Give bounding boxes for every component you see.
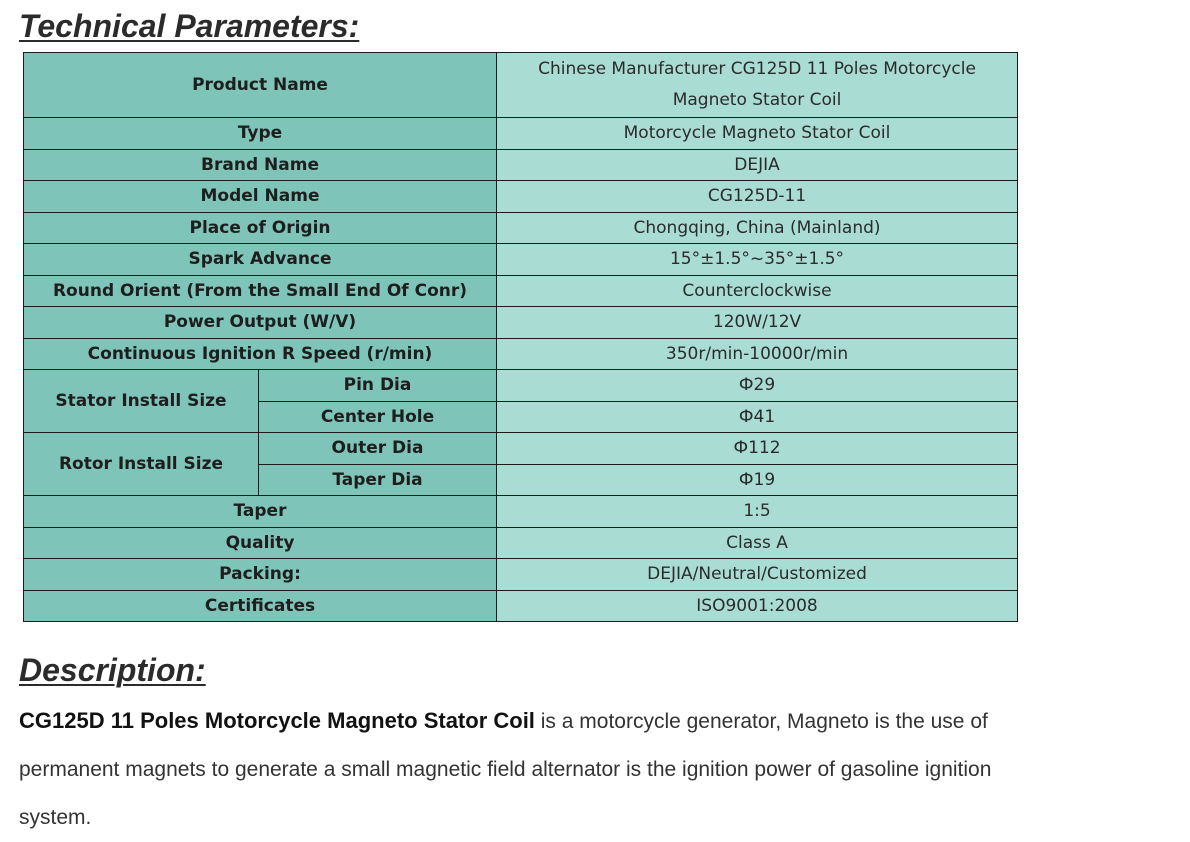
rotor-install-size-label: Rotor Install Size: [24, 433, 259, 496]
table-row: [24, 590, 1018, 622]
description-product-name: CG125D 11 Poles Motorcycle Magneto Stator Coil: [19, 708, 535, 733]
technical-parameters-table: [23, 52, 1018, 622]
spark-advance-value: 15°±1.5°~35°±1.5°: [497, 244, 1018, 276]
center-hole-value: Ф41: [497, 401, 1018, 433]
taper-dia-label: Taper Dia: [259, 464, 497, 496]
power-output-label: Power Output (W/V): [24, 307, 497, 339]
model-name-label: Model Name: [24, 181, 497, 213]
ignition-speed-value: 350r/min-10000r/min: [497, 338, 1018, 370]
packing-label: Packing:: [24, 559, 497, 591]
table-row: [24, 181, 1018, 213]
quality-label: Quality: [24, 527, 497, 559]
center-hole-label: Center Hole: [259, 401, 497, 433]
round-orient-value: Counterclockwise: [497, 275, 1018, 307]
table-row: [24, 370, 1018, 402]
quality-value: Class A: [497, 527, 1018, 559]
taper-dia-value: Ф19: [497, 464, 1018, 496]
power-output-value: 120W/12V: [497, 307, 1018, 339]
description-text: is a motorcycle generator, Magneto is the use of permanent magnets to generate a small magnetic field alternator is the ignition power of gasoline ignition system.: [19, 710, 992, 829]
product-name-label: Product Name: [24, 53, 497, 118]
packing-value: DEJIA/Neutral/Customized: [497, 559, 1018, 591]
spark-advance-label: Spark Advance: [24, 244, 497, 276]
table-row: [24, 433, 1018, 465]
table-row: [24, 527, 1018, 559]
table-row: [24, 496, 1018, 528]
pin-dia-label: Pin Dia: [259, 370, 497, 402]
round-orient-label: Round Orient (From the Small End Of Conr): [24, 275, 497, 307]
table-row: [24, 53, 1018, 118]
outer-dia-label: Outer Dia: [259, 433, 497, 465]
table-row: [24, 275, 1018, 307]
place-of-origin-value: Chongqing, China (Mainland): [497, 212, 1018, 244]
taper-value: 1:5: [497, 496, 1018, 528]
technical-parameters-heading: Technical Parameters:: [19, 8, 360, 44]
pin-dia-value: Ф29: [497, 370, 1018, 402]
product-name-value: Chinese Manufacturer CG125D 11 Poles Motorcycle Magneto Stator Coil: [497, 53, 1018, 118]
type-label: Type: [24, 118, 497, 150]
table-row: [24, 149, 1018, 181]
outer-dia-value: Ф112: [497, 433, 1018, 465]
table-row: [24, 559, 1018, 591]
stator-install-size-label: Stator Install Size: [24, 370, 259, 433]
table-row: [24, 118, 1018, 150]
taper-label: Taper: [24, 496, 497, 528]
table-row: [24, 244, 1018, 276]
description-paragraph: [19, 697, 1029, 842]
ignition-speed-label: Continuous Ignition R Speed (r/min): [24, 338, 497, 370]
type-value: Motorcycle Magneto Stator Coil: [497, 118, 1018, 150]
description-heading: Description:: [19, 652, 206, 688]
table-row: [24, 307, 1018, 339]
table-row: [24, 338, 1018, 370]
brand-name-value: DEJIA: [497, 149, 1018, 181]
model-name-value: CG125D-11: [497, 181, 1018, 213]
certificates-label: Certificates: [24, 590, 497, 622]
certificates-value: ISO9001:2008: [497, 590, 1018, 622]
place-of-origin-label: Place of Origin: [24, 212, 497, 244]
table-row: [24, 212, 1018, 244]
brand-name-label: Brand Name: [24, 149, 497, 181]
